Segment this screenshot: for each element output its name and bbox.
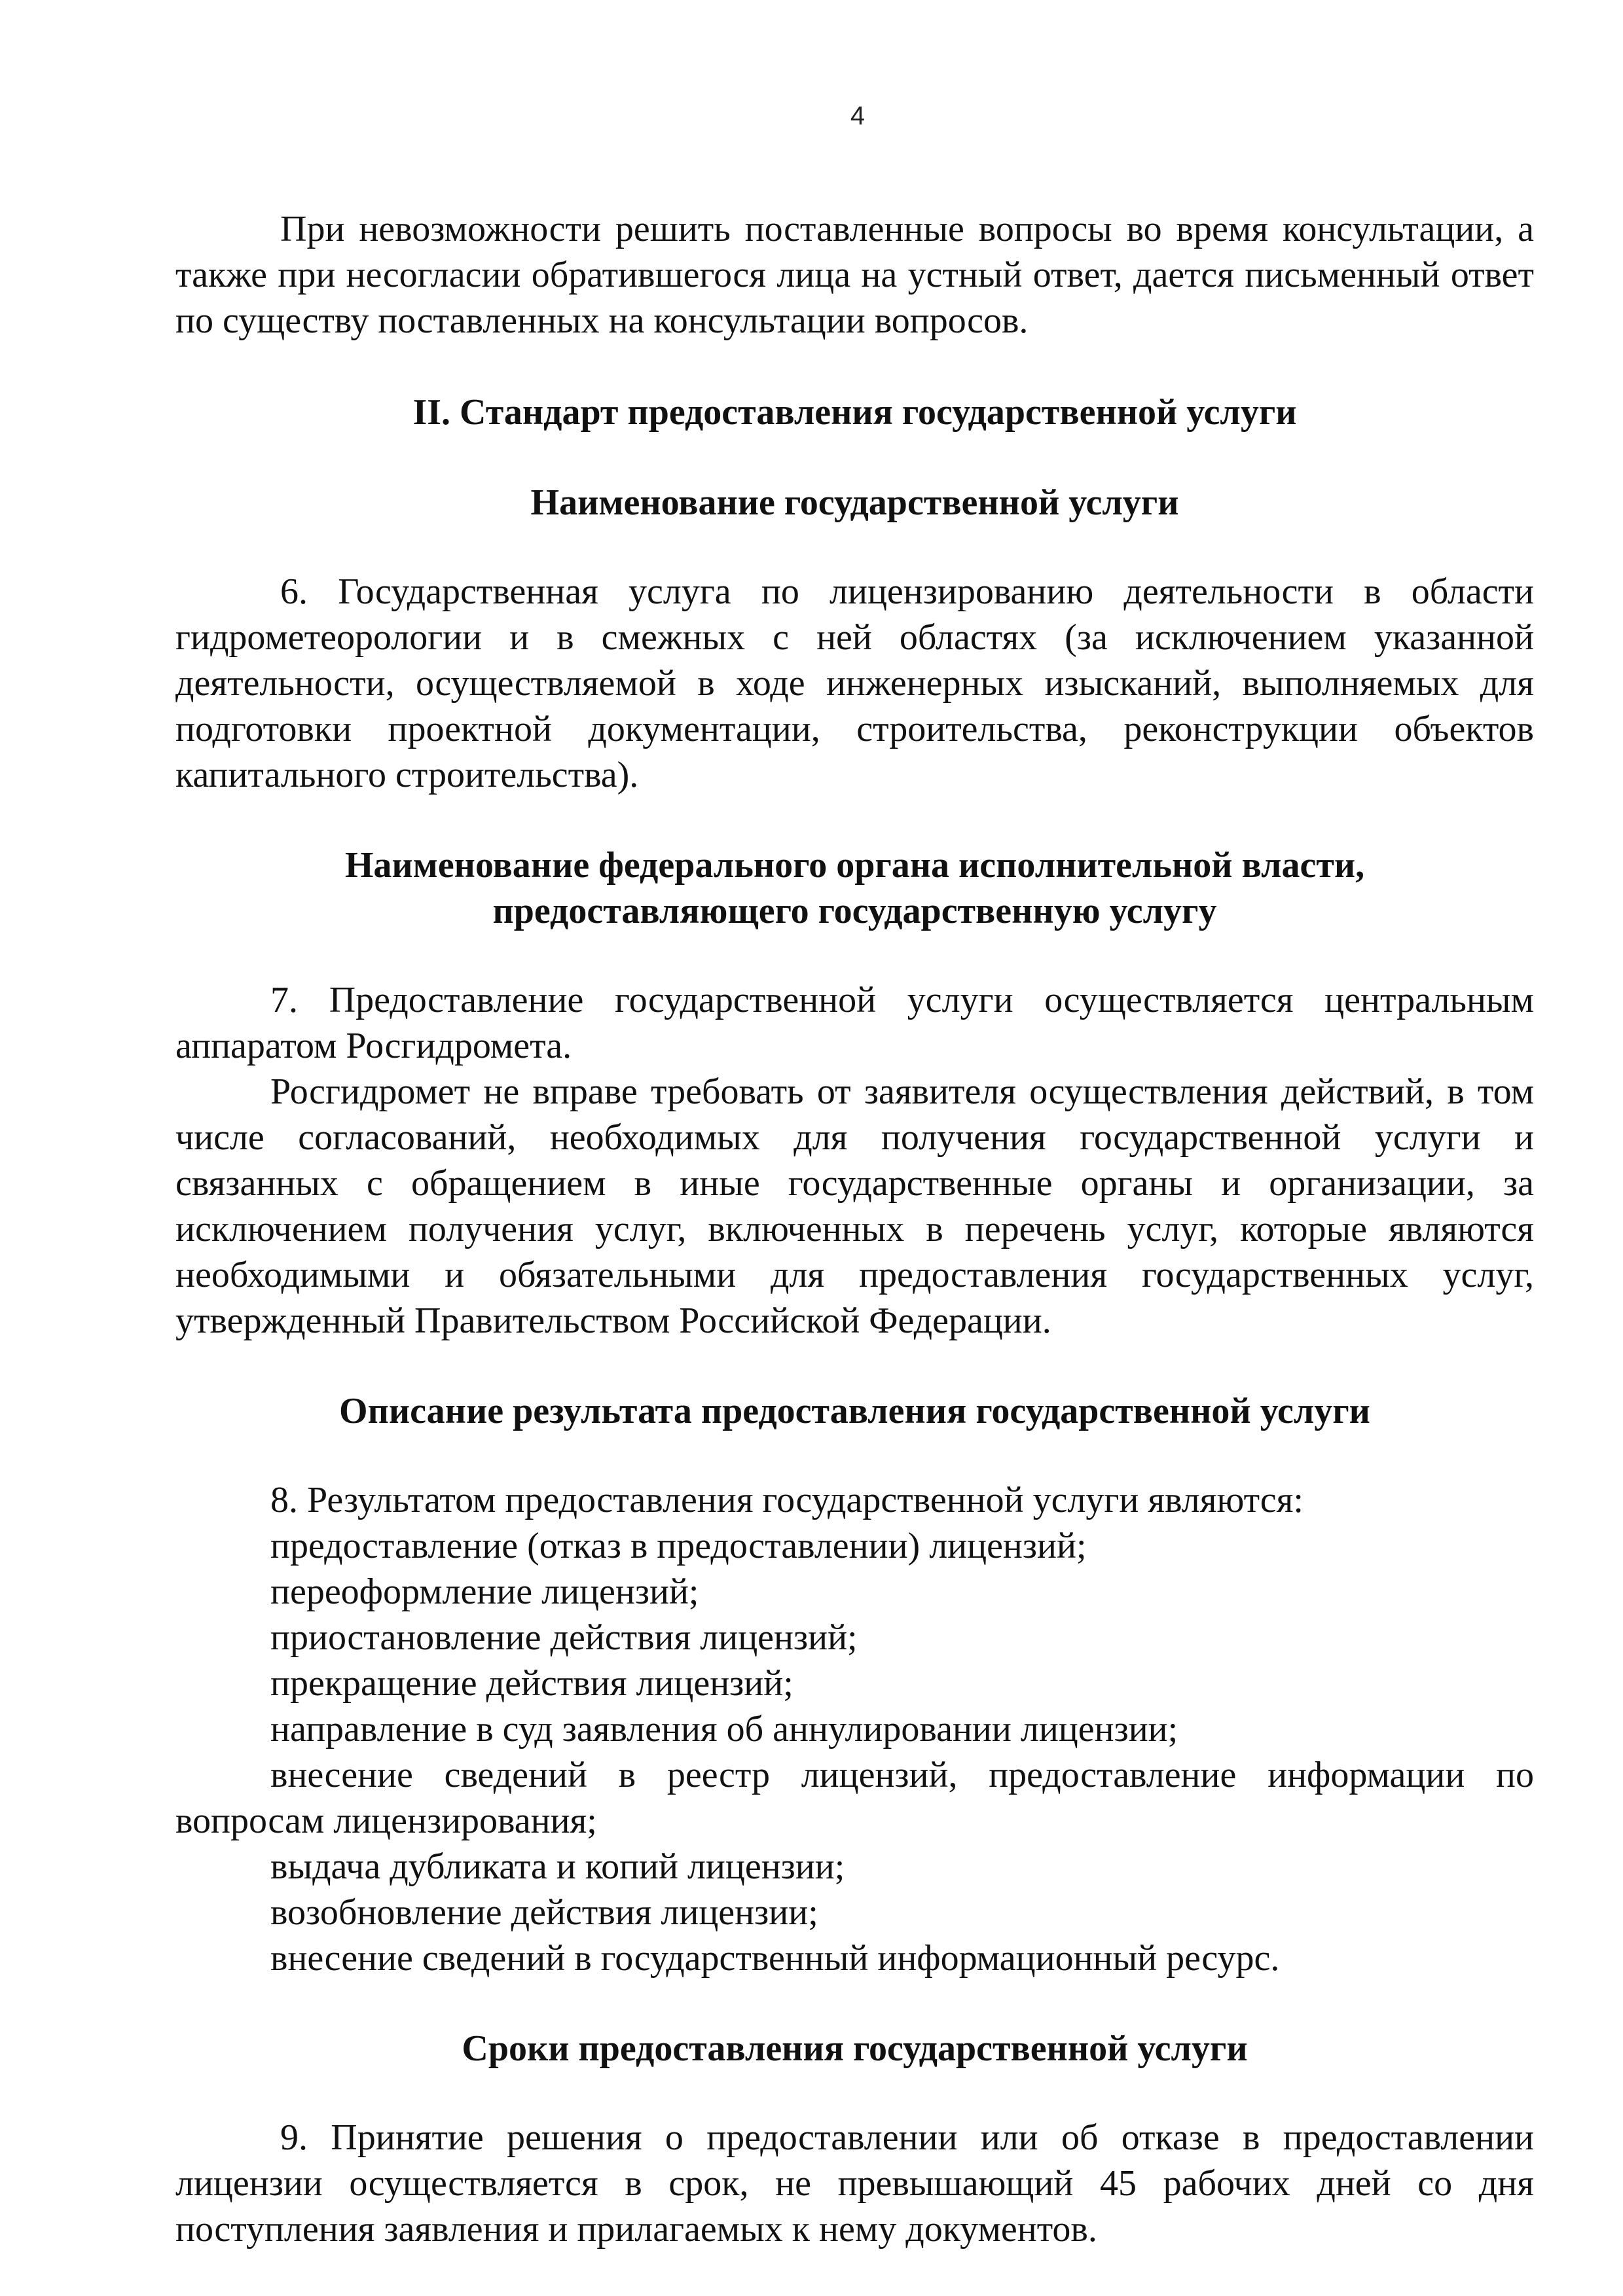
list-item: прекращение действия лицензий; xyxy=(270,1663,793,1704)
list-item: выдача дубликата и копий лицензии; xyxy=(270,1846,845,1887)
result-list xyxy=(175,1523,1534,1981)
list-item: приостановление действия лицензий; xyxy=(270,1617,858,1658)
list-item: возобновление действия лицензии; xyxy=(270,1892,818,1933)
paragraph-7-continued: Росгидромет не вправе требовать от заявителя осуществления действий, в том числе согласований, необходимых для получения государственной услуги и связанных с обращением в иные государственные органы и организации, за исключением получения услуг, включенных в перечень услуг, которые являются необходимыми и обязательными для предоставления государственных услуг, утвержденный Правительством Российской Федерации. xyxy=(175,1071,1534,1341)
intro-paragraph: При невозможности решить поставленные вопросы во время консультации, а также при несогласии обратившегося лица на устный ответ, дается письменный ответ по существу поставленных на консультации вопросов. xyxy=(175,209,1534,341)
result-block xyxy=(175,1388,1534,1981)
terms-heading: Сроки предоставления государственной услуги xyxy=(462,2028,1248,2069)
list-item: внесение сведений в реестр лицензий, предоставление информации по вопросам лицензирования; xyxy=(175,1755,1534,1841)
list-item: переоформление лицензий; xyxy=(270,1571,699,1612)
list-item: предоставление (отказ в предоставлении) лицензий; xyxy=(270,1526,1087,1566)
paragraph-6: 6. Государственная услуга по лицензированию деятельности в области гидрометеорологии и в смежных с ней областях (за исключением указанной деятельности, осуществляемой в ходе инженерных изысканий, выполняемых для подготовки проектной документации, строительства, реконструкции объектов капитального строительства). xyxy=(175,571,1534,795)
paragraph-9: 9. Принятие решения о предоставлении или об отказе в предоставлении лицензии осуществляется в срок, не превышающий 45 рабочих дней со дня поступления заявления и прилагаемых к нему документов. xyxy=(175,2117,1534,2250)
document-body xyxy=(175,206,1534,2252)
authority-block xyxy=(175,842,1534,1344)
list-item: направление в суд заявления об аннулировании лицензии; xyxy=(270,1709,1178,1749)
authority-heading-line-2: предоставляющего государственную услугу xyxy=(492,891,1217,931)
terms-block xyxy=(175,2026,1534,2252)
list-item: внесение сведений в государственный информационный ресурс. xyxy=(270,1938,1280,1979)
authority-heading-line-1: Наименование федерального органа исполнительной власти, xyxy=(344,845,1365,886)
section-title: II. Стандарт предоставления государственной услуги xyxy=(412,392,1297,433)
service-name-heading: Наименование государственной услуги xyxy=(530,482,1179,523)
result-heading: Описание результата предоставления государственной услуги xyxy=(339,1391,1370,1431)
paragraph-8: 8. Результатом предоставления государственной услуги являются: xyxy=(270,1480,1304,1520)
page-number: 4 xyxy=(850,101,866,130)
authority-heading xyxy=(175,842,1534,934)
paragraph-7: 7. Предоставление государственной услуги осуществляется центральным аппаратом Росгидромета. xyxy=(175,980,1534,1066)
service-name-block xyxy=(175,480,1534,798)
